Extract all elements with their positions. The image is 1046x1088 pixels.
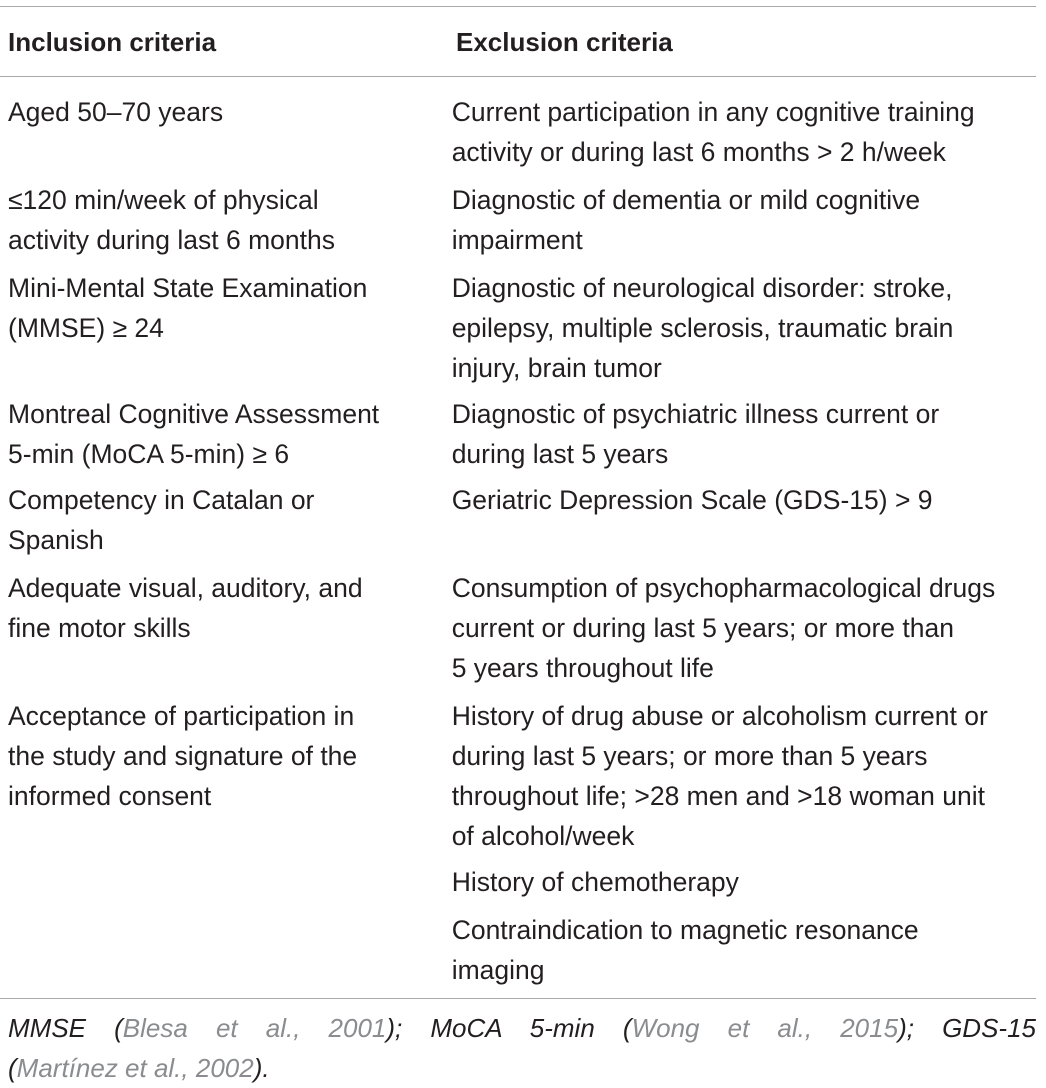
footnote-gds-open: ( <box>8 1053 17 1083</box>
table-row <box>0 480 1036 568</box>
exclusion-cell: Contraindication to magnetic resonance imaging <box>451 915 919 985</box>
inclusion-cell: Mini-Mental State Examination (MMSE) ≥ 24 <box>8 273 368 343</box>
citation-blesa[interactable]: Blesa et al., 2001 <box>122 1013 387 1043</box>
table-footnote <box>8 1008 1036 1088</box>
inclusion-cell: Montreal Cognitive Assessment 5-min (MoCA 5-min) ≥ 6 <box>8 399 380 469</box>
inclusion-cell: Competency in Catalan or Spanish <box>8 485 315 555</box>
table-top-rule <box>0 6 1036 7</box>
table-row <box>0 394 1036 480</box>
table-header-rule <box>0 76 1036 77</box>
footnote-gds-close: ). <box>253 1053 270 1083</box>
footnote-line-2 <box>8 1048 1036 1088</box>
table-row <box>0 568 1036 696</box>
table-row <box>0 696 1036 862</box>
exclusion-cell: History of drug abuse or alcoholism current or during last 5 years; or more than 5 years throughout life; >28 men and >18 woman unit of alcohol/week <box>451 701 988 851</box>
exclusion-cell: History of chemotherapy <box>451 867 739 897</box>
table-row <box>0 910 1036 998</box>
table-row <box>0 92 1036 180</box>
citation-wong[interactable]: Wong et al., 2015 <box>631 1013 899 1043</box>
exclusion-cell: Diagnostic of dementia or mild cognitive impairment <box>451 185 921 255</box>
inclusion-cell: Adequate visual, auditory, and fine motor skills <box>8 573 363 643</box>
footnote-mmse-label: MMSE ( <box>8 1013 123 1043</box>
exclusion-cell: Diagnostic of psychiatric illness current or during last 5 years <box>451 399 940 469</box>
footnote-moca-label: ); MoCA 5-min ( <box>386 1013 632 1043</box>
table-row <box>0 180 1036 268</box>
inclusion-cell: Aged 50–70 years <box>8 97 224 127</box>
header-inclusion: Inclusion criteria <box>8 27 217 57</box>
exclusion-cell: Diagnostic of neurological disorder: stroke, epilepsy, multiple sclerosis, traumatic brain injury, brain tumor <box>451 273 954 383</box>
table-bottom-rule <box>0 998 1036 999</box>
exclusion-cell: Consumption of psychopharmacological drugs current or during last 5 years; or more than 5 years throughout life <box>451 573 996 683</box>
exclusion-cell: Geriatric Depression Scale (GDS-15) > 9 <box>451 485 933 515</box>
header-exclusion: Exclusion criteria <box>456 27 673 57</box>
citation-martinez[interactable]: Martínez et al., 2002 <box>16 1053 254 1083</box>
inclusion-cell: Acceptance of participation in the study and signature of the informed consent <box>8 701 358 811</box>
inclusion-cell: ≤120 min/week of physical activity during last 6 months <box>8 185 335 255</box>
exclusion-cell: Current participation in any cognitive training activity or during last 6 months > 2 h/week <box>451 97 975 167</box>
table-row <box>0 862 1036 910</box>
table-row <box>0 268 1036 394</box>
footnote-gds-label: ); GDS-15 <box>898 1013 1036 1043</box>
table-body <box>0 92 1036 998</box>
